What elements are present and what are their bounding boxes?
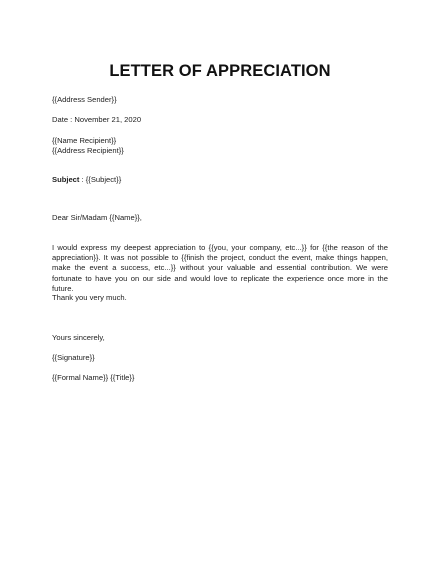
address-sender: {{Address Sender}} [52,95,117,104]
subject-line [52,175,121,185]
formal-name-line: {{Formal Name}} {{Title}} [52,373,135,382]
address-recipient: {{Address Recipient}} [52,146,124,155]
closing-line: Yours sincerely, [52,333,105,342]
body-paragraph: I would express my deepest appreciation to {{you, your company, etc...}} for {{the reason of the appreciation}}. It was not possible to {{finish the project, conduct the event, make things happen, make the event a success, etc...}} without your valuable and essential contribution. We were fortunate to have you on our side and would love to replicate the experience once more in the future. [52,243,388,293]
thanks-line: Thank you very much. [52,293,127,302]
name-recipient: {{Name Recipient}} [52,136,117,145]
salutation: Dear Sir/Madam {{Name}}, [52,213,142,222]
subject-label: Subject [52,175,80,184]
subject-value: : {{Subject}} [79,175,122,184]
signature-line: {{Signature}} [52,353,95,362]
date-line: Date : November 21, 2020 [52,115,142,124]
letter-title: LETTER OF APPRECIATION [109,62,331,80]
